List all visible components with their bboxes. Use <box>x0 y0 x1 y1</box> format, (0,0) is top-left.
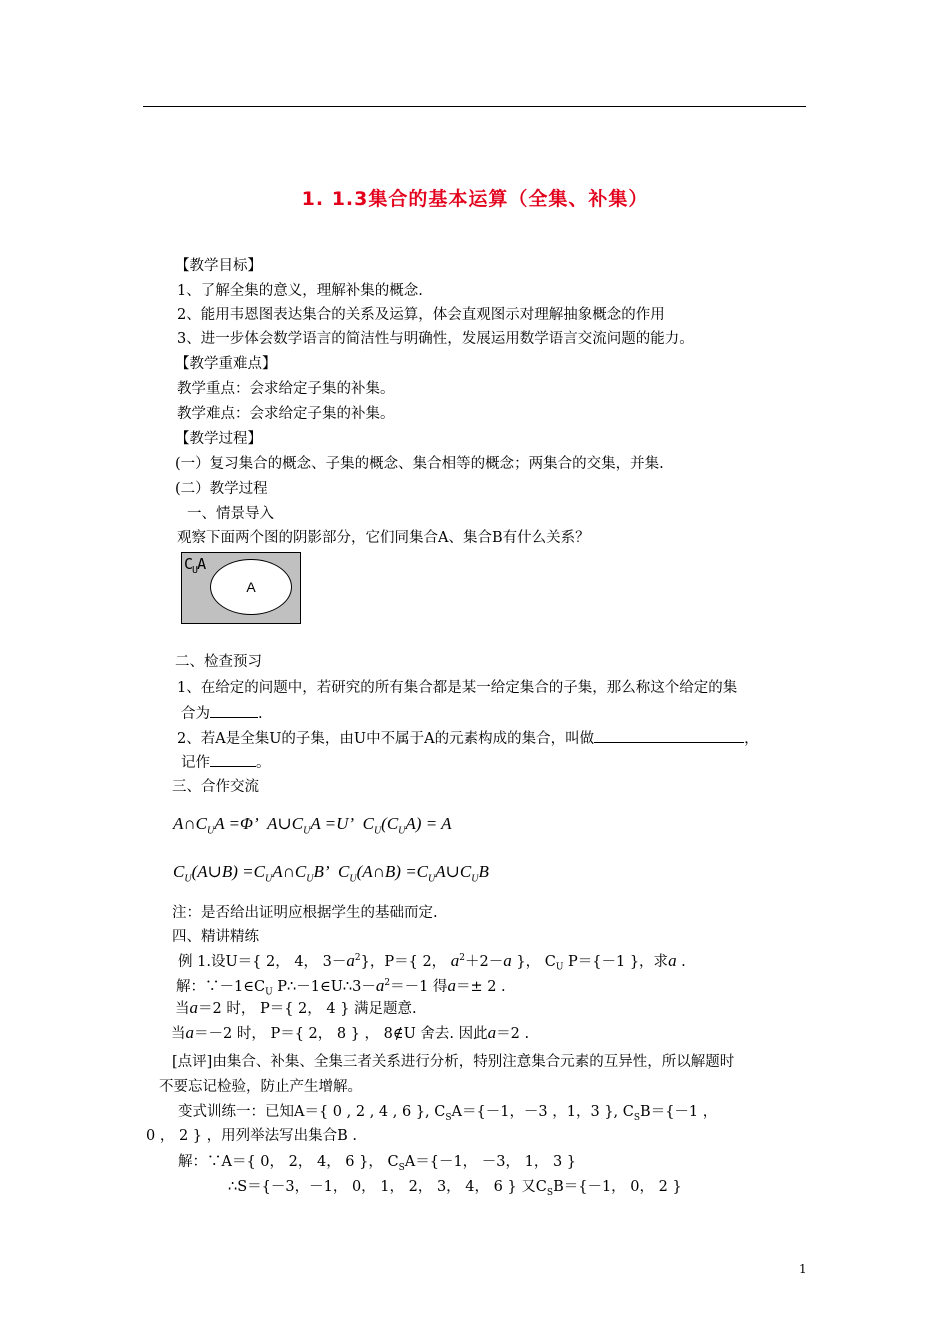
formula-row-2: $C_U(A\cup B)$ $=C_UA\cap C_UB$’ $C_U(A\cap B)$ $=C_UA\cup C_UB$ <box>173 862 489 885</box>
variant-solution-2: ∴S＝{－3，－1， 0， 1， 2， 3， 4， 6 } 又$C_SB=\{-1$， 0， 2 } <box>228 1179 682 1198</box>
solution-line-1: 解：$\because-1\in C_U$ $P\therefore-1\in U\therefore 3-a^2=-1$ 得a＝± 2 . <box>176 975 506 998</box>
difficult-point: 教学难点：会求给定子集的补集。 <box>177 406 395 422</box>
solution-line-2: 当a＝2 时， P＝{ 2， 4 } 满足题意. <box>175 998 417 1017</box>
section-heading-process: 【教学过程】 <box>175 431 262 447</box>
intro-question: 观察下面两个图的阴影部分，它们同集合A、集合B有什么关系？ <box>177 530 590 546</box>
section-heading-objectives: 【教学目标】 <box>175 258 262 274</box>
document-title: 1. 1.3集合的基本运算（全集、补集） <box>301 188 649 210</box>
variant-line-1: 变式训练一：已知A＝{ 0 , 2 , 4 , 6 }, $C_SA=\{-1$，－3 ，1，3 }, $C_SB=\{-1$ ， <box>178 1104 718 1123</box>
venn-diagram <box>181 552 301 624</box>
intro-heading: 一、情景导入 <box>187 506 274 522</box>
fill-blank[interactable] <box>594 728 744 743</box>
process-line: (二）教学过程 <box>175 481 268 497</box>
review-line: (一）复习集合的概念、子集的概念、集合相等的概念；两集合的交集，并集. <box>175 456 664 472</box>
preview-heading: 二、检查预习 <box>175 654 262 670</box>
fill-blank[interactable] <box>210 703 258 718</box>
key-point: 教学重点：会求给定子集的补集。 <box>177 381 395 397</box>
set-a-label: A <box>246 579 256 595</box>
page-number: 1 <box>799 1262 807 1276</box>
preview-q2-cont: 记作 。 <box>181 752 271 773</box>
objective-2: 2、能用韦恩图表达集合的关系及运算，体会直观图示对理解抽象概念的作用 <box>177 307 665 323</box>
comment-line-1: [点评]由集合、补集、全集三者关系进行分析，特别注意集合元素的互异性，所以解题时 <box>172 1054 735 1070</box>
solution-line-3: 当a＝－2 时， P＝{ 2， 8 } ， 8∉U 舍去. 因此a＝2 . <box>171 1023 530 1042</box>
section-heading-keypoints: 【教学重难点】 <box>175 356 277 372</box>
practice-heading: 四、精讲精练 <box>172 929 259 945</box>
cooperation-heading: 三、合作交流 <box>172 779 259 795</box>
variant-line-2: 0 ， 2 } ，用列举法写出集合B . <box>146 1128 357 1144</box>
preview-q1-cont: 合为 . <box>181 703 263 724</box>
header-rule <box>143 106 806 107</box>
preview-q1: 1、在给定的问题中，若研究的所有集合都是某一给定集合的子集，那么称这个给定的集 <box>177 680 738 696</box>
example-1: 例 1.设U＝{ 2， 4， $3-a^2$}，P＝{ 2， $a^2+2-a$ }， $C_U$ P＝{－1 }，求a . <box>178 950 686 973</box>
fill-blank[interactable] <box>210 752 256 767</box>
note-line: 注：是否给出证明应根据学生的基础而定. <box>172 905 438 921</box>
objective-3: 3、进一步体会数学语言的简洁性与明确性，发展运用数学语言交流问题的能力。 <box>177 331 694 347</box>
complement-label: $C_UA$ <box>184 555 206 576</box>
variant-solution-1: 解：∵A＝{ 0， 2， 4， 6 }， $C_SA=\{-1$， －3， 1， 3 } <box>178 1154 577 1173</box>
preview-q2: 2、若A是全集U的子集，由U中不属于A的元素构成的集合，叫做 ， <box>177 728 759 749</box>
formula-row-1: $A\cap C_UA =\Phi$’ $A\cup C_UA =U$’ $C_U(C_UA) = A$ <box>173 814 452 837</box>
comment-line-2: 不要忘记检验，防止产生增解。 <box>159 1079 362 1095</box>
set-a-ellipse <box>210 559 292 615</box>
objective-1: 1、了解全集的意义，理解补集的概念. <box>177 283 423 299</box>
